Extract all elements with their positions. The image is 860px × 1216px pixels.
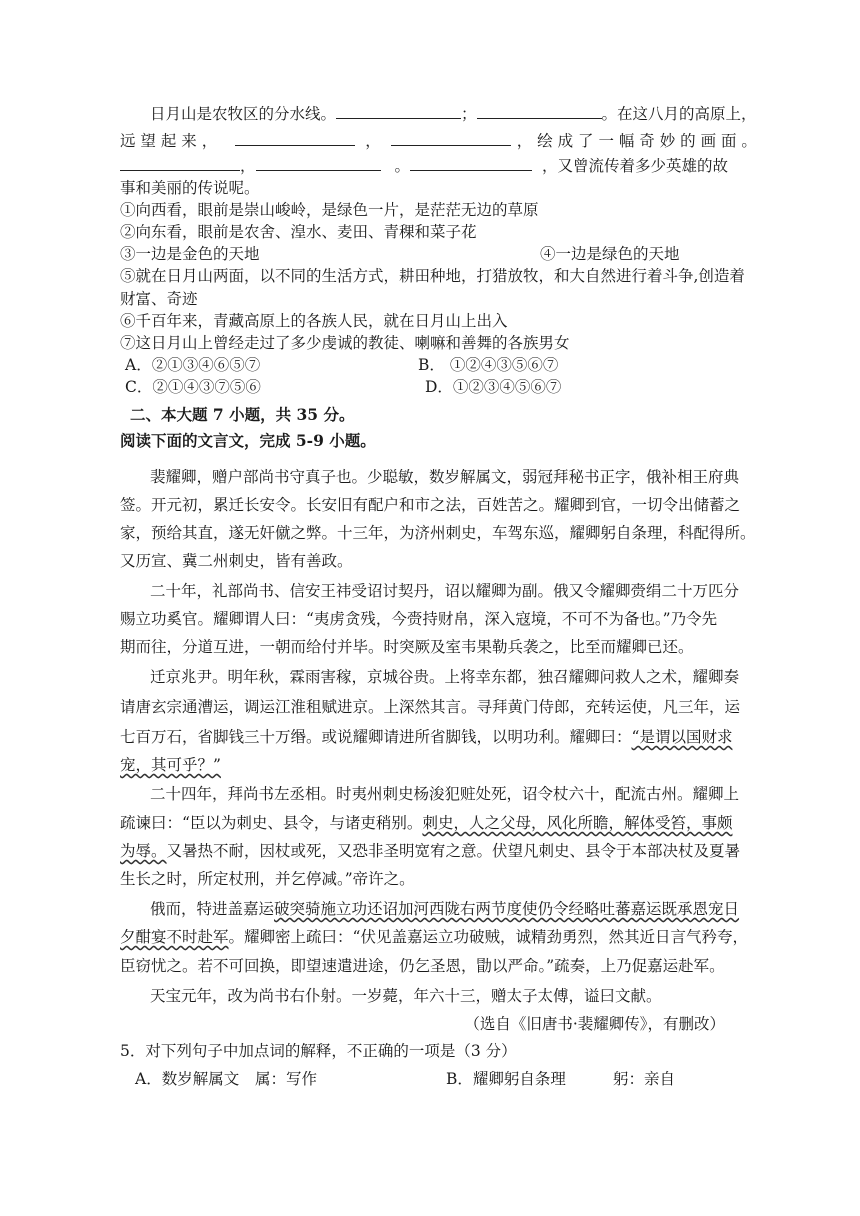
passage-line: 签。开元初，累迁长安令。长安旧有配户和市之法，百姓苦之。耀卿到官，一切令出储蓄之 (120, 496, 741, 514)
passage-text: 。耀卿密上疏曰：“伏见盖嘉运立功破贼，诚精劲勇烈，然其近日言气矜夸， (228, 928, 748, 946)
passage-line (120, 812, 740, 834)
fill-text: 远 望 起 来 ， (120, 132, 218, 150)
fill-option: ⑦这日月山上曾经走过了多少虔诚的教徒、喇嘛和善舞的各族男女 (120, 334, 570, 352)
question-text: 5．对下列句子中加点词的解释， (120, 1042, 347, 1060)
passage-line (120, 726, 740, 748)
underlined-sentence: 为辱。 (120, 842, 167, 860)
fill-option: ⑤就在日月山两面，以不同的生活方式，耕田种地，打猎放牧，和大自然进行着斗争,创造着 (120, 267, 745, 285)
passage-line: 赐立功奚官。耀卿谓人曰：“夷虏贪残，今赍持财帛，深入寇境，不可不为备也。”乃令先 (120, 610, 718, 628)
answer-blank[interactable] (391, 130, 511, 146)
fill-option: 财富、奇迹 (120, 290, 198, 308)
passage-line: 裴耀卿，赠户部尚书守真子也。少聪敏，数岁解属文，弱冠拜秘书正字，俄补相王府典 (150, 468, 740, 486)
passage-line: 臣窃忧之。若不可回换，即望速遣进途，仍乞圣恩，勖以严命。”疏奏，上乃促嘉运赴军。 (120, 957, 725, 975)
passage-line: 二十四年，拜尚书左丞相。时夷州刺史杨浚犯赃处死，诏令杖六十，配流古州。耀卿上 (150, 785, 740, 803)
passage-line: 又历宣、冀二州刺史，皆有善政。 (120, 552, 353, 570)
fill-text: ； (461, 105, 477, 123)
underlined-sentence: 宠，其可乎？” (120, 756, 221, 774)
passage-line (120, 754, 740, 776)
fill-option-row (120, 243, 740, 265)
section-instruction: 阅读下面的文言文，完成 5-9 小题。 (120, 431, 376, 450)
answer-blank[interactable] (410, 155, 532, 171)
fill-line-1 (150, 103, 770, 125)
answer-blank[interactable] (235, 130, 355, 146)
choice-row-2 (125, 376, 745, 398)
choice-c[interactable]: C．②①④③⑦⑤⑥ (125, 378, 261, 396)
passage-line: 迁京兆尹。明年秋，霖雨害稼，京城谷贵。上将幸东都，独召耀卿问救人之术，耀卿奏 (150, 668, 740, 686)
fill-text: ， (240, 157, 256, 175)
passage-line: 天宝元年，改为尚书右仆射。一岁薨，年六十三，赠太子太傅，谥曰文献。 (150, 987, 662, 1005)
fill-text: ， 绘 成 了 一 幅 奇 妙 的 画 面 。 (516, 132, 757, 150)
underlined-sentence: 刺史，人之父母，风化所瞻，解体受笞，事颇 (422, 814, 733, 832)
fill-line-3 (120, 155, 740, 177)
passage-text: 俄而，特进盖嘉运 (150, 900, 275, 918)
choice-b[interactable]: B． ①②④③⑤⑥⑦ (418, 356, 559, 374)
fill-text: ，又曾流传着多少英雄的故 (542, 157, 729, 175)
passage-line: 二十年，礼部尚书、信安王祎受诏讨契丹，诏以耀卿为副。俄又令耀卿赍绢二十万匹分 (150, 582, 740, 600)
choice-row-1 (125, 354, 745, 376)
passage-line (150, 898, 770, 920)
passage-text: 又暑热不耐，因杖或死，又恐非圣明宽宥之意。伏望凡刺史、县令于本部决杖及夏暑 (166, 842, 741, 860)
passage-text: 疏谏曰：“臣以为刺史、县令，与诸吏稍别。 (120, 814, 423, 832)
fill-option: ⑥千百年来，青藏高原上的各族人民，就在日月山上出入 (120, 312, 508, 330)
underlined-sentence: “是谓以国财求 (631, 728, 733, 746)
fill-text: 日月山是农牧区的分水线。 (150, 105, 337, 123)
fill-text: 。在这八月的高原上， (601, 105, 757, 123)
fill-option: ②向东看，眼前是农舍、湟水、麦田、青稞和菜子花 (120, 223, 477, 241)
question-5-stem (120, 1040, 740, 1062)
fill-line-4: 事和美丽的传说呢。 (120, 179, 260, 197)
fill-text: 。 (394, 157, 411, 175)
question-text: 的一项是（3 分） (393, 1042, 517, 1060)
passage-line: 请唐玄宗通漕运，调运江淮租赋进京。上深然其言。寻拜黄门侍郎，充转运使，凡三年，运 (120, 698, 741, 716)
answer-blank[interactable] (256, 155, 381, 171)
emphasis-text: 不正确 (346, 1042, 394, 1060)
underlined-sentence: 破突骑施立功还诏加河西陇右两节度使仍令经略吐蕃嘉运既承恩宠日 (274, 900, 740, 918)
choice-a[interactable]: A．②①③④⑥⑤⑦ (125, 356, 261, 374)
passage-line: 家，预给其直，遂无奸僦之弊。十三年，为济州刺史，车驾东巡，耀卿躬自条理，科配得所。 (120, 524, 756, 542)
passage-source: （选自《旧唐书·裴耀卿传》，有删改） (464, 1015, 725, 1033)
fill-option: ④一边是绿色的天地 (540, 245, 680, 263)
option-b[interactable]: B．耀卿躬自条理 (446, 1070, 566, 1088)
passage-text: 七百万石，省脚钱三十万缗。或说耀卿请进所省脚钱，以明功利。耀卿曰： (120, 728, 632, 746)
fill-line-2 (120, 130, 757, 152)
passage-line (120, 840, 740, 862)
passage-line: 期而往，分道互进，一朝而给付并毕。时突厥及室韦果勒兵袭之，比至而耀卿已还。 (120, 638, 694, 656)
fill-text: ， (365, 132, 381, 150)
underlined-sentence: 夕酣宴不时赴军 (120, 928, 229, 946)
choice-d[interactable]: D．①②③④⑤⑥⑦ (425, 378, 562, 396)
answer-blank[interactable] (120, 155, 240, 171)
option-a[interactable]: A．数岁解属文 (135, 1070, 240, 1088)
answer-blank[interactable] (336, 103, 461, 119)
option-a-explanation: 属：写作 (255, 1070, 318, 1088)
section-heading: 二、本大题 7 小题，共 35 分。 (130, 405, 355, 424)
fill-option: ③一边是金色的天地 (120, 245, 260, 263)
option-b-explanation: 躬：亲自 (613, 1070, 676, 1088)
passage-line (120, 926, 748, 948)
passage-line: 生长之时，所定杖刑，并乞停减。”帝许之。 (120, 870, 415, 888)
fill-option: ①向西看，眼前是崇山峻岭，是绿色一片，是茫茫无边的草原 (120, 201, 539, 219)
question-5-options (135, 1068, 755, 1090)
answer-blank[interactable] (477, 103, 602, 119)
